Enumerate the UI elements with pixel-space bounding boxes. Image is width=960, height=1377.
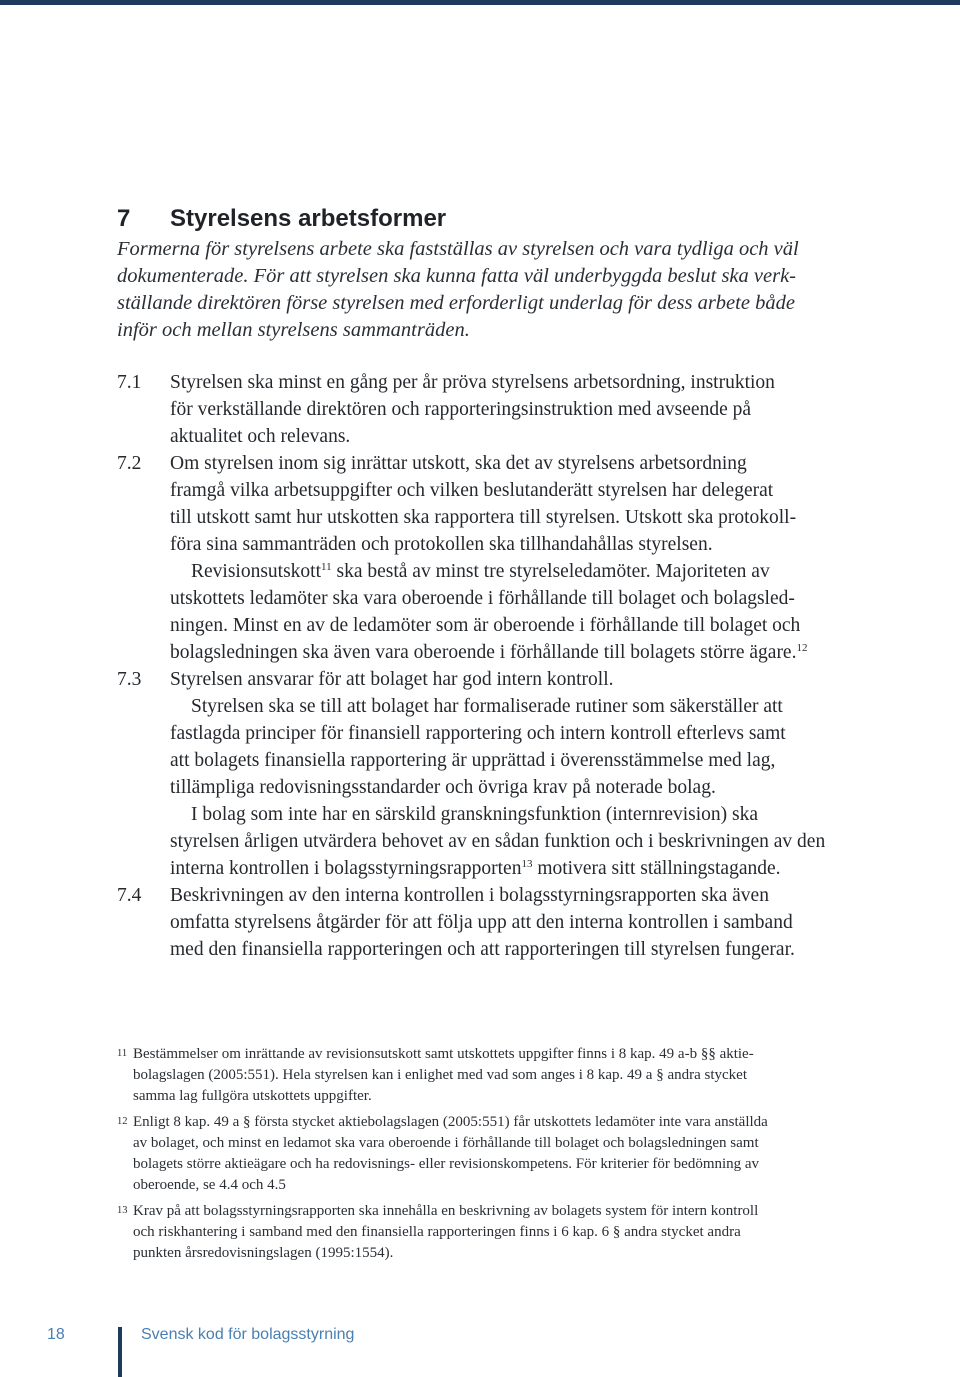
footnote-number: 11 bbox=[117, 1048, 128, 1059]
text-fragment: Revisionsutskott bbox=[191, 561, 322, 582]
section-number: 7.1 bbox=[117, 372, 142, 393]
footnote-line: Enligt 8 kap. 49 a § första stycket aktiebolagslagen (2005:551) får utskottets ledamöter inte vara anställda bbox=[133, 1114, 768, 1130]
text-line: Styrelsen ska minst en gång per år pröva styrelsens arbetsordning, instruktion bbox=[170, 372, 775, 393]
footnote-number: 12 bbox=[117, 1116, 128, 1127]
section-number: 7.4 bbox=[117, 885, 142, 906]
text-line: till utskott samt hur utskotten ska rapportera till styrelsen. Utskott ska protokoll- bbox=[170, 507, 797, 528]
text-line: tillämpliga redovisningsstandarder och övriga krav på noterade bolag. bbox=[170, 777, 716, 798]
text-line: för verkställande direktören och rapporteringsinstruktion med avseende på bbox=[170, 399, 752, 420]
intro-line: inför och mellan styrelsens sammanträden. bbox=[117, 319, 470, 341]
text-fragment: ska bestå av minst tre styrelseledamöter. Majoriteten av bbox=[331, 561, 770, 582]
text-line: I bolag som inte har en särskild granskningsfunktion (internrevision) ska bbox=[191, 804, 759, 825]
footnote-line: Bestämmelser om inrättande av revisionsutskott samt utskottets uppgifter finns i 8 kap. 49 a-b §§ aktie- bbox=[133, 1046, 754, 1062]
footnote-line: Krav på att bolagsstyrningsrapporten ska innehålla en beskrivning av bolagets system för intern kontroll bbox=[133, 1203, 759, 1219]
text-line: fastlagda principer för finansiell rapportering och intern kontroll efterlevs samt bbox=[170, 723, 786, 744]
footnote-line: bolagets större aktieägare och ha redovisnings- eller revisionskompetens. För kriterier för bedömning av bbox=[133, 1156, 760, 1172]
text-line bbox=[170, 855, 877, 882]
footnote-line: och riskhantering i samband med den finansiella rapporteringen finns i 6 kap. 6 § andra stycket andra bbox=[133, 1224, 741, 1240]
text-line: ningen. Minst en av de ledamöter som är oberoende i förhållande till bolaget och bbox=[170, 615, 801, 636]
footnote-reference[interactable]: 12 bbox=[796, 642, 808, 654]
section-7-3 bbox=[117, 666, 877, 882]
section-text bbox=[170, 666, 877, 882]
text-line: aktualitet och relevans. bbox=[170, 426, 351, 447]
text-line: Om styrelsen inom sig inrättar utskott, ska det av styrelsens arbetsordning bbox=[170, 453, 747, 474]
footer-title: Svensk kod för bolagsstyrning bbox=[141, 1326, 355, 1343]
text-line: med den finansiella rapporteringen och att rapporteringen till styrelsen fungerar. bbox=[170, 939, 795, 960]
page-number: 18 bbox=[47, 1326, 65, 1343]
intro-line: ställande direktören förse styrelsen med erforderligt underlag för dess arbete både bbox=[117, 292, 795, 314]
text-line: styrelsen årligen utvärdera behovet av en sådan funktion och i beskrivningen av den bbox=[170, 831, 826, 852]
footnote-number: 13 bbox=[117, 1205, 128, 1216]
section-text bbox=[170, 369, 877, 450]
footnote-line: bolagslagen (2005:551). Hela styrelsen kan i enlighet med vad som anges i 8 kap. 49 a § andra stycket bbox=[133, 1067, 748, 1083]
section-heading-title: Styrelsens arbetsformer bbox=[170, 205, 447, 232]
footnote-13 bbox=[117, 1201, 877, 1264]
footnote-line: oberoende, se 4.4 och 4.5 bbox=[133, 1177, 286, 1193]
footnote-line: samma lag fullgöra utskottets uppgifter. bbox=[133, 1088, 372, 1104]
footnote-line: av bolaget, och minst en ledamot ska vara oberoende i förhållande till bolaget och bolagsledningen samt bbox=[133, 1135, 759, 1151]
footnote-12 bbox=[117, 1112, 877, 1196]
footnote-reference[interactable]: 11 bbox=[321, 561, 332, 573]
intro-paragraph bbox=[117, 236, 877, 344]
section-7-1 bbox=[117, 369, 877, 450]
section-text bbox=[170, 882, 877, 963]
text-line: att bolagets finansiella rapportering är upprättad i överensstämmelse med lag, bbox=[170, 750, 776, 771]
text-fragment: motivera sitt ställningstagande. bbox=[532, 858, 781, 879]
footnotes bbox=[117, 1044, 877, 1269]
section-text bbox=[170, 450, 877, 666]
section-heading bbox=[117, 203, 446, 235]
text-line bbox=[170, 639, 877, 666]
text-line: omfatta styrelsens åtgärder för att följa upp att den interna kontrollen i samband bbox=[170, 912, 793, 933]
footnote-reference[interactable]: 13 bbox=[521, 858, 533, 870]
footnote-line: punkten årsredovisningslagen (1995:1554). bbox=[133, 1245, 394, 1261]
footer-divider bbox=[118, 1327, 122, 1377]
text-line: Beskrivningen av den interna kontrollen i bolagsstyrningsrapporten ska även bbox=[170, 885, 769, 906]
intro-line: Formerna för styrelsens arbete ska fastställas av styrelsen och vara tydliga och väl bbox=[117, 238, 799, 260]
text-line: föra sina sammanträden och protokollen ska tillhandahållas styrelsen. bbox=[170, 534, 713, 555]
section-number: 7.2 bbox=[117, 453, 142, 474]
section-7-2 bbox=[117, 450, 877, 666]
text-line: Styrelsen ansvarar för att bolaget har god intern kontroll. bbox=[170, 669, 614, 690]
text-line: Styrelsen ska se till att bolaget har formaliserade rutiner som säkerställer att bbox=[191, 696, 783, 717]
text-line bbox=[170, 558, 877, 585]
intro-line: dokumenterade. För att styrelsen ska kunna fatta väl underbyggda beslut ska verk- bbox=[117, 265, 797, 287]
section-heading-number: 7 bbox=[117, 205, 131, 232]
text-line: utskottets ledamöter ska vara oberoende i förhållande till bolaget och bolagsled- bbox=[170, 588, 795, 609]
numbered-sections bbox=[117, 369, 877, 963]
text-fragment: bolagsledningen ska även vara oberoende i förhållande till bolagets större ägare. bbox=[170, 642, 797, 663]
top-accent-bar bbox=[0, 0, 960, 5]
text-fragment: interna kontrollen i bolagsstyrningsrapporten bbox=[170, 858, 522, 879]
section-number: 7.3 bbox=[117, 669, 142, 690]
footnote-11 bbox=[117, 1044, 877, 1107]
text-line: framgå vilka arbetsuppgifter och vilken beslutanderätt styrelsen har delegerat bbox=[170, 480, 774, 501]
section-7-4 bbox=[117, 882, 877, 963]
